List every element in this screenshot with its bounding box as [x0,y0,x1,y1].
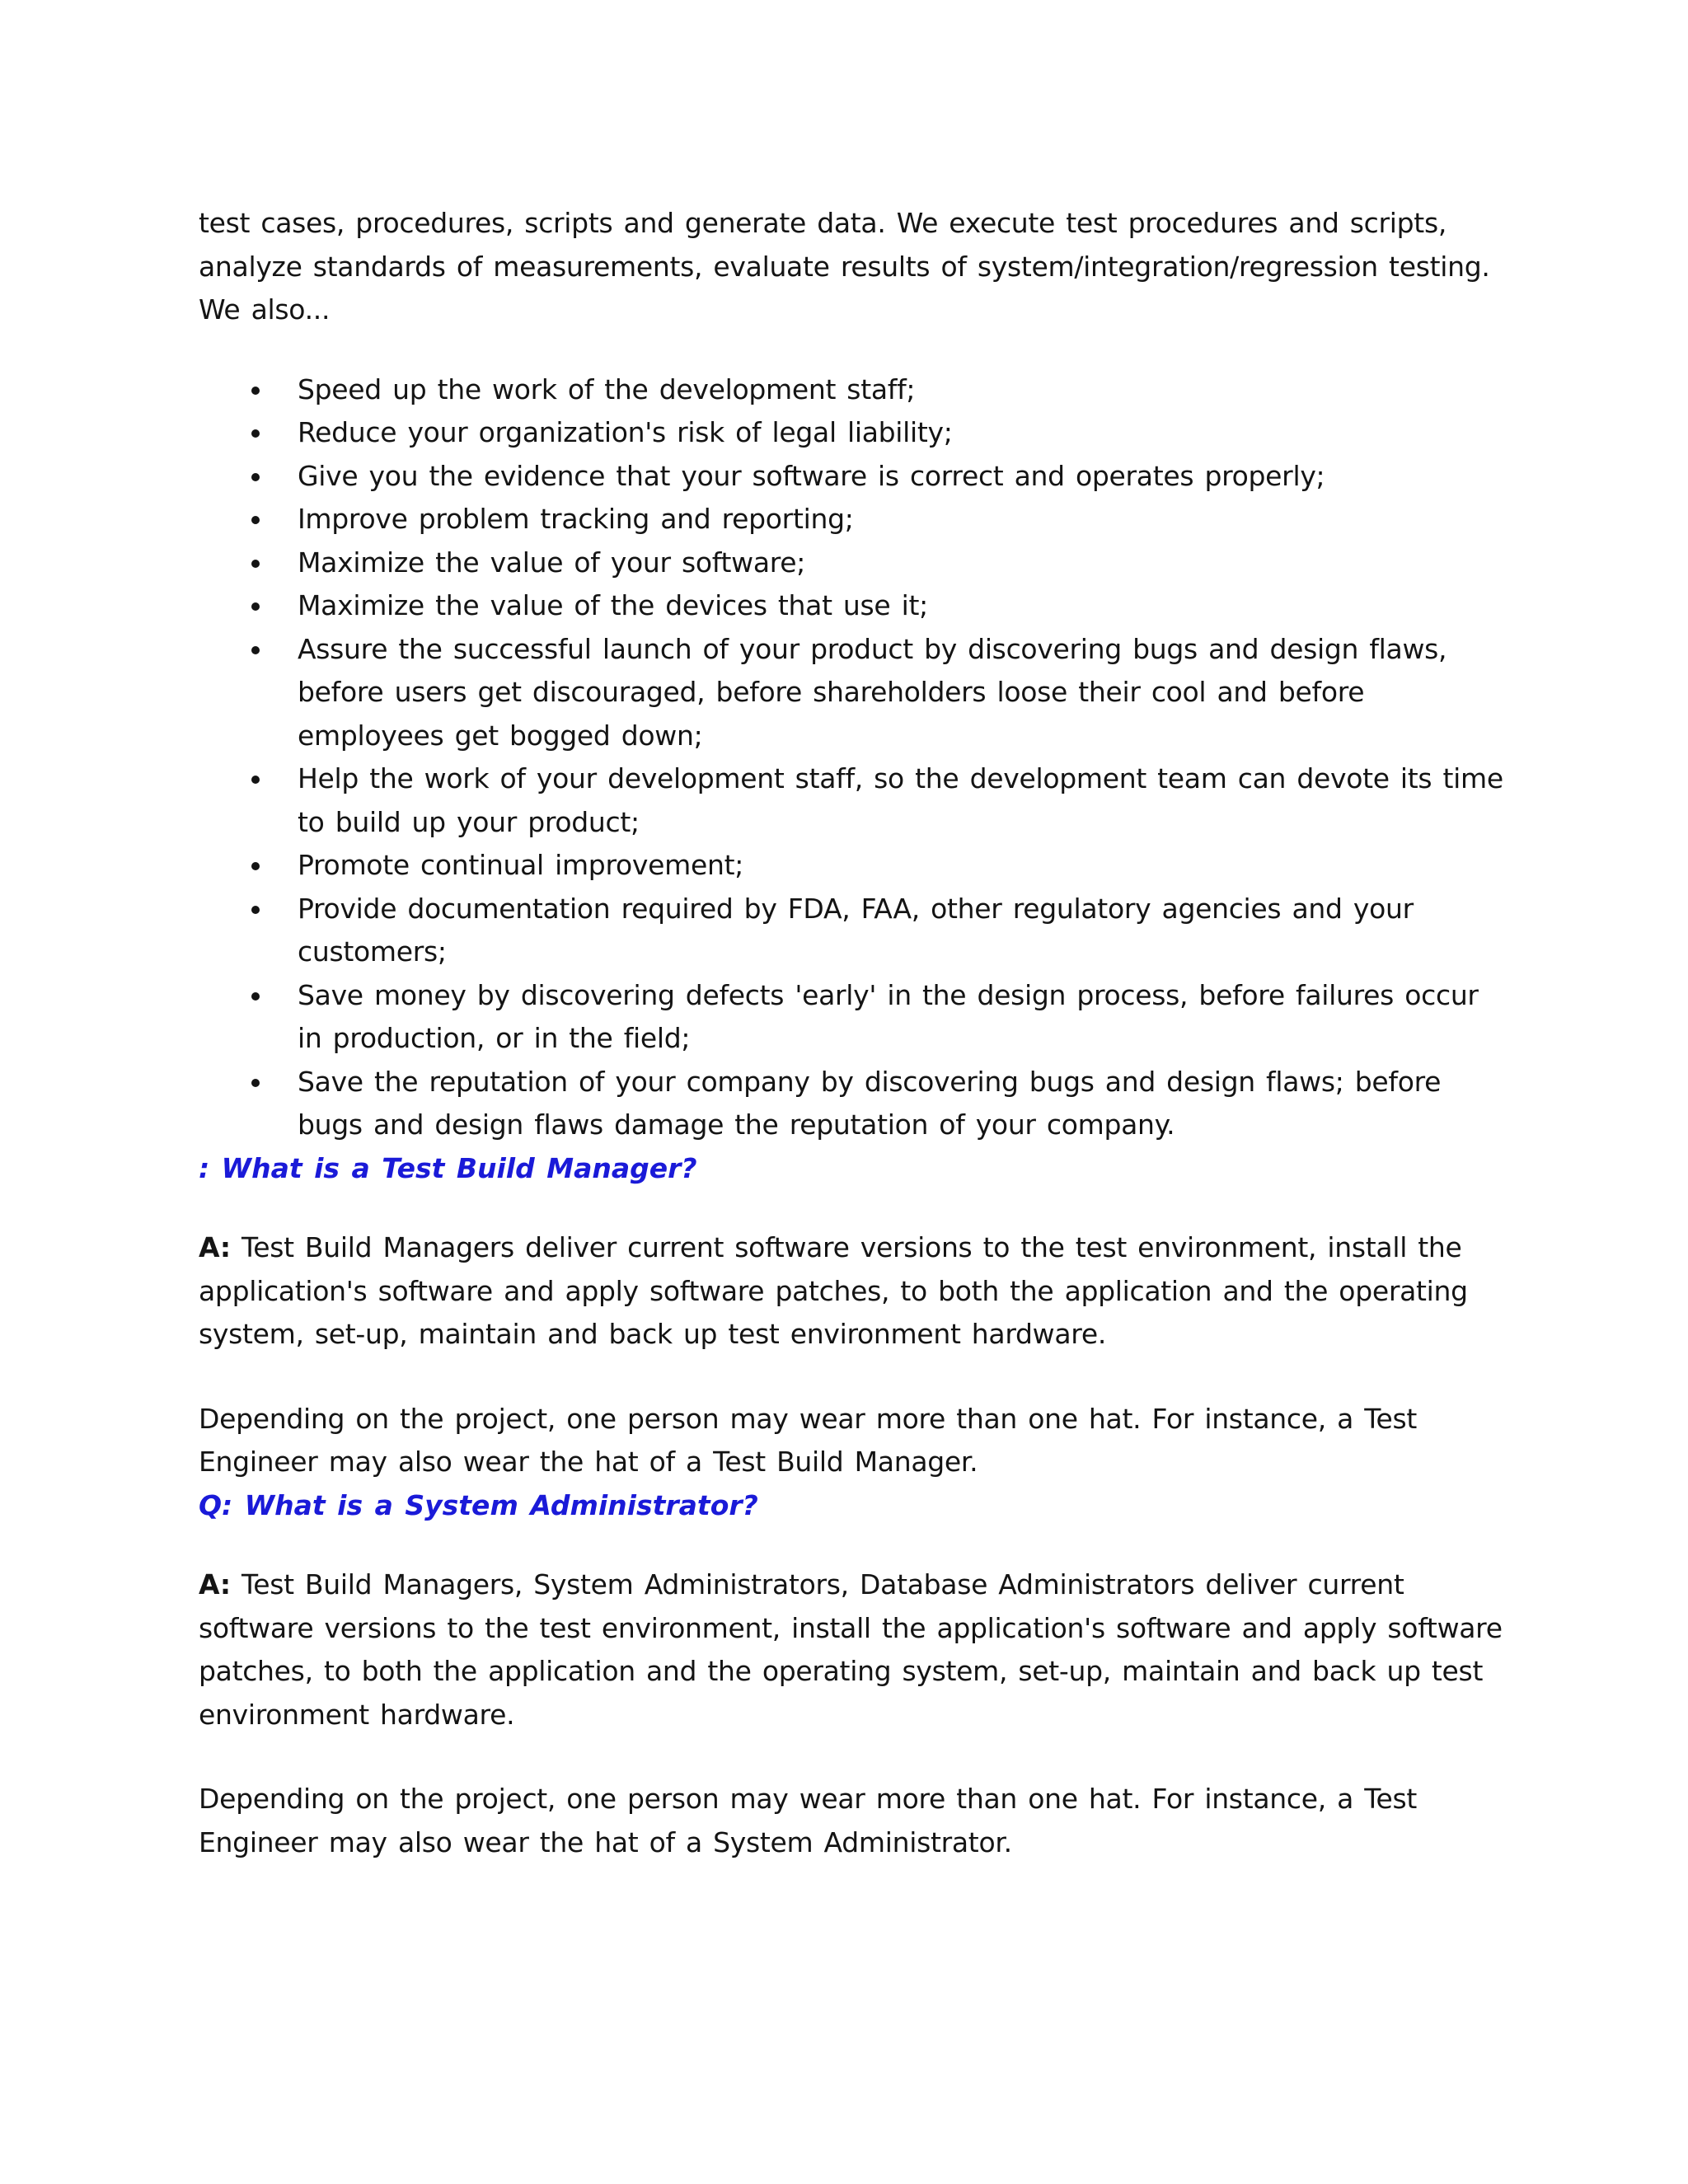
bullet-icon [251,906,260,914]
bullet-icon [251,992,260,1001]
section-system-administrator [199,1484,1509,1865]
list-item [199,844,1509,888]
list-item-text: Improve problem tracking and reporting; [298,503,854,535]
bullet-icon [251,602,260,611]
bullet-icon [251,1079,260,1087]
note-paragraph: Depending on the project, one person may wear more than one hat. For instance, a Test Engineer may also wear the hat of a System Administrator. [199,1783,1417,1858]
list-item-text: Reduce your organization's risk of legal liability; [298,416,953,448]
list-item [199,455,1509,499]
document-page [199,202,1509,1864]
list-item [199,411,1509,455]
bullet-icon [251,387,260,395]
section-test-build-manager [199,1147,1509,1484]
bullet-icon [251,516,260,524]
benefits-list [199,368,1509,1147]
list-item [199,584,1509,628]
list-item [199,1061,1509,1147]
list-item [199,628,1509,758]
list-item-text: Give you the evidence that your software is correct and operates properly; [298,459,1325,492]
bullet-icon [251,776,260,784]
bullet-icon [251,429,260,438]
bullet-icon [251,646,260,654]
list-item [199,888,1509,974]
list-item-text: Speed up the work of the development staff; [298,373,916,405]
list-item-text: Save money by discovering defects 'early' in the design process, before failures occur in production, or in the field; [298,978,1479,1054]
question-heading: : What is a Test Build Manager? [199,1151,697,1184]
answer-text: Test Build Managers deliver current software versions to the test environment, install the application's software and apply software patches, to both the application and the operating system, set-up, maintain and back up test environment hardware. [199,1231,1468,1350]
bullet-icon [251,473,260,481]
list-item-text: Save the reputation of your company by discovering bugs and design flaws; before bugs and design flaws damage the reputation of your company. [298,1065,1442,1141]
answer-paragraph [199,1563,1509,1736]
list-item-text: Provide documentation required by FDA, FAA, other regulatory agencies and your customers; [298,892,1414,968]
list-item [199,498,1509,541]
answer-label: A: [199,1231,231,1263]
bullet-icon [251,560,260,568]
bullet-icon [251,862,260,870]
list-item-text: Maximize the value of your software; [298,546,806,579]
list-item [199,541,1509,585]
intro-paragraph: test cases, procedures, scripts and generate data. We execute test procedures and scripts, analyze standards of measurements, evaluate results of system/integration/regression testing. We also... [199,207,1490,326]
answer-text: Test Build Managers, System Administrators, Database Administrators deliver current software versions to the test environment, install the application's software and apply software patches, to both the application and the operating system, set-up, maintain and back up test environment hardware. [199,1568,1503,1731]
answer-paragraph [199,1226,1509,1357]
list-item [199,974,1509,1061]
note-paragraph: Depending on the project, one person may wear more than one hat. For instance, a Test Engineer may also wear the hat of a Test Build Manager. [199,1402,1417,1478]
list-item [199,757,1509,844]
list-item-text: Help the work of your development staff, so the development team can devote its time to build up your product; [298,762,1503,838]
answer-label: A: [199,1568,231,1601]
list-item-text: Promote continual improvement; [298,849,744,881]
list-item [199,368,1509,412]
list-item-text: Maximize the value of the devices that use it; [298,589,928,621]
question-heading: Q: What is a System Administrator? [199,1488,758,1521]
list-item-text: Assure the successful launch of your product by discovering bugs and design flaws, before users get discouraged, before shareholders loose their cool and before employees get bogged down; [298,632,1447,752]
